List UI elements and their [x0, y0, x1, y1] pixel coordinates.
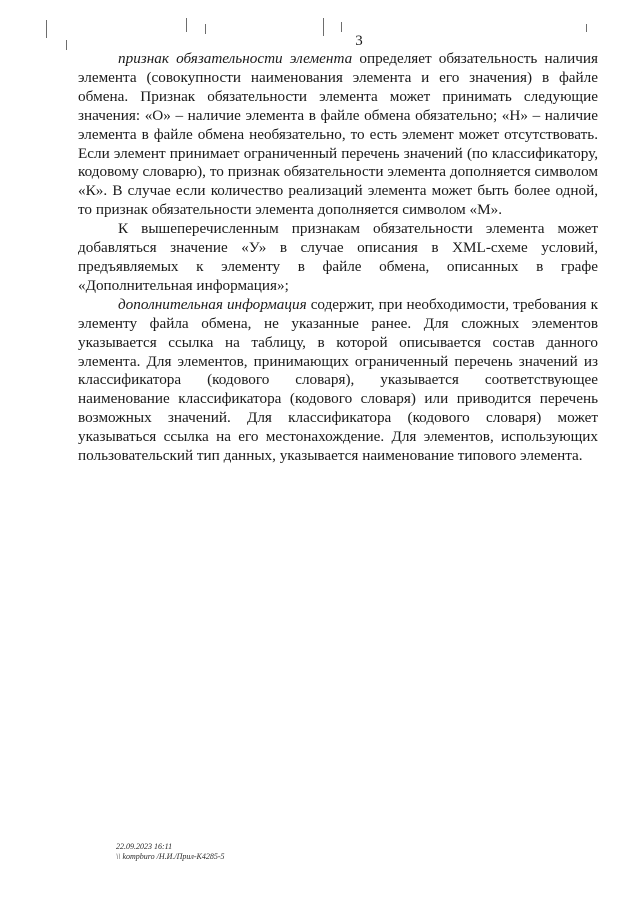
footer-timestamp: 22.09.2023 16:11 — [116, 842, 173, 851]
paragraph-mandatory-attribute — [78, 50, 598, 220]
scan-artifact — [586, 24, 587, 32]
paragraph-text: содержит, при необходимости, требования к элементу файла обмена, не указанные ранее. Для сложных элементов указывается ссылка на таблицу, в которой описывается состав данного элемента. Для элементов, принимающих ограниченный перечень значений из классификатора (кодового словаря), указывается соответствующее наименование классификатора (кодового словаря) или приводится перечень возможных значений. Для классификатора (кодового словаря) может указываться ссылка на его местонахождение. Для элементов, использующих пользовательский тип данных, указывается наименование типового элемента. — [78, 295, 598, 465]
paragraph-text: К вышеперечисленным признакам обязательности элемента может добавляться значение «У» в случае описания в XML-схеме условий, предъявляемых к элементу в файле обмена, описанных в графе «Дополнительная информация»; — [78, 220, 598, 294]
paragraph-additional-info — [78, 296, 598, 466]
document-body — [78, 50, 598, 466]
footer-document-ref: \\ kompburo /Н.И./Прил-К4285-5 — [116, 852, 225, 861]
paragraph-text: определяет обязательность наличия элемента (совокупности наименования элемента и его значения) в файле обмена. Признак обязательности элемента может принимать следующие значения: «О» – наличие элемента в файле обмена обязательно; «Н» – наличие элемента в файле обмена необязательно, то есть элемент может отсутствовать. Если элемент принимает ограниченный перечень значений (по классификатору, кодовому словарю), то признак обязательности элемента дополняется символом «К». В случае если количество реализаций элемента может быть более одной, то признак обязательности элемента дополняется символом «М». — [78, 50, 598, 219]
paragraph-additional-value — [78, 220, 598, 296]
page-number: 3 — [355, 33, 363, 49]
defined-term: дополнительная информация — [118, 295, 307, 313]
defined-term: признак обязательности элемента — [118, 50, 353, 67]
scan-artifact — [341, 22, 342, 32]
footer-stamp — [116, 842, 225, 862]
scan-artifact — [186, 18, 187, 32]
